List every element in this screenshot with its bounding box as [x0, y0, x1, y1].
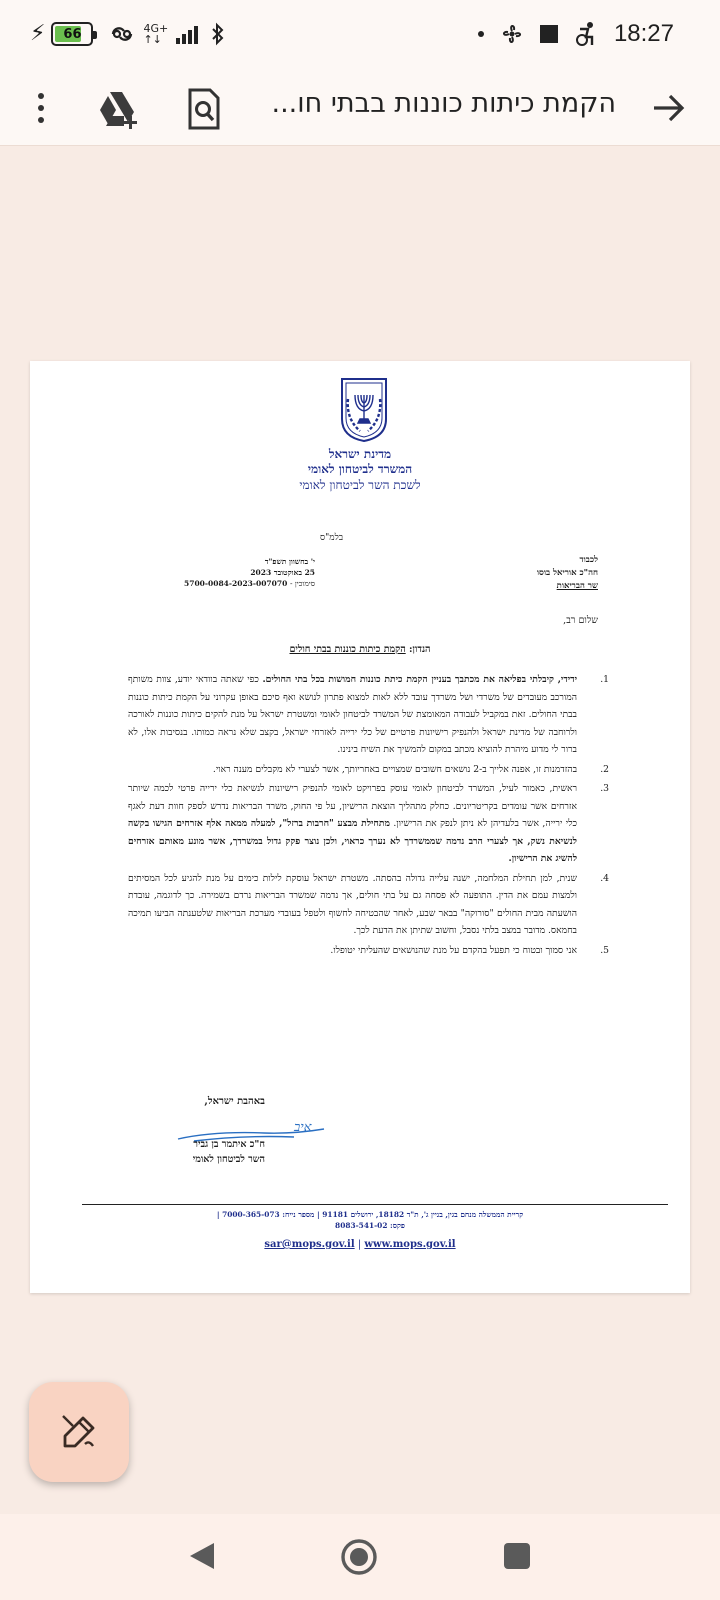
accessibility-icon [574, 21, 598, 47]
charging-bolt-icon: ⚡ [30, 21, 46, 46]
paragraph-text: בהזדמנות זו, אפנה אלייך ב-2 נושאים חשובים שמצויים באחריותך, אשר לצערי לא מקבלים מענה ראוי. [212, 763, 577, 775]
fan-icon [500, 22, 524, 46]
paragraph-text: שנית, למן תחילת המלחמה, ישנה עלייה גדולה בהסתה. משטרת ישראל עוסקת לילות כימים על מנת להגיע לכל המסיתים ולמצות עמם את הדין. התופעה לא פסחה גם על בתי חולים, אך נדמה שמשרד הבריאות נרדם בשמירה. כך לדוגמה, עובדת הושעתה מבית החולים "סורוקה" בבאר שבע, לאחר שהבטיחה לחשוף ולטפל בעובדי מערכת הבריאות שלטענתה הביעו תמיכה בחמאס. מדובר במצב בלתי נסבל, וחשוב שתיתן את הדעת לכך. [128, 872, 577, 936]
paragraph-number: 3. [600, 783, 609, 794]
hebrew-date: י' בחשוון תשפ"ד [264, 557, 315, 566]
paragraph-bold: מתחילת מבצע "חרבות ברזל", למעלה ממאה אלף אזרחים הגישו בקשה לנשיאת נשק, אך לצערי הרב נדמה שממשרדך לא נערך כראוי, ולכן נוצר פקק גדול במשרדך, אשר מונע מאותם אזרחים להשיג את הרישיון. [128, 818, 577, 864]
recipient-name: חה"כ אוריאל בוסו [536, 568, 598, 578]
footer-links [30, 1239, 690, 1250]
reference-line [135, 578, 315, 589]
dot-icon [478, 31, 484, 37]
add-to-drive-icon[interactable] [96, 90, 140, 130]
network-type: 4G+ ↑↓ [143, 22, 169, 46]
stop-icon [540, 25, 558, 43]
recipient-block [537, 554, 598, 593]
battery-level: 66 [63, 26, 82, 42]
bluetooth-icon [210, 22, 226, 46]
find-in-file-icon[interactable] [186, 88, 222, 130]
paragraph-text: אני סמוך ובטוח כי תפעל בהקדם על מנת שהנושאים שהעליתי יטופלו. [330, 944, 577, 956]
signer-title: השר לביטחון לאומי [192, 1154, 265, 1165]
reference-label: סימוכין - [289, 579, 315, 588]
status-bar [0, 0, 720, 74]
letter-body [128, 671, 609, 961]
footer-line1: קריית הממשלה מנחם בגין, בניין ג', ת"ד 18182, ירושלים 91181 | מספר נייח: 7000-365-073 | [216, 1210, 524, 1219]
links-separator: | [357, 1239, 362, 1250]
closing-line: באהבת ישראל, [204, 1096, 265, 1107]
nav-back-icon[interactable] [188, 1541, 216, 1571]
state-emblem-icon [336, 375, 392, 443]
footer-divider [82, 1204, 668, 1205]
status-right [478, 20, 674, 48]
subject-text: הקמת כיתות כוננות בבתי חולים [289, 644, 406, 655]
paragraph [128, 671, 609, 759]
signature-initials: איב [294, 1120, 312, 1135]
document-page [30, 361, 690, 1293]
reference-number: 5700-0084-2023-007070 [184, 579, 288, 588]
website-link[interactable]: www.mops.gov.il [364, 1239, 456, 1250]
document-title: הקמת כיתות כוננות בבתי חו... [271, 88, 616, 119]
clock: 18:27 [613, 20, 674, 47]
recipient-line: לכבוד [579, 555, 598, 565]
gregorian-date: 25 באוקטובר 2023 [250, 568, 315, 577]
paragraph [128, 870, 609, 940]
paragraph-text: ראשית, כאמור לעיל, המשרד לביטחון לאומי עוסק בפרויקט לאומי להנפיק רישיונות לנשיאת כלי ירייה פרטי לכמה שיותר אזרחים אשר עומדים בקריטריונים. כחלק מתהליך הוצאת הרישיון, על פי החוק, משרד הבריאות נדרש לספק חוות דעת לאגף כלי ירייה, אשר בלעדיהן לא ניתן לנפק את הרישיון. [128, 783, 577, 829]
paragraph-number: 1. [600, 674, 609, 685]
paragraph [128, 761, 609, 779]
back-arrow-icon[interactable] [648, 88, 688, 128]
navigation-bar [0, 1514, 720, 1600]
recipient-title: שר הבריאות [556, 581, 598, 591]
paragraph-number: 5. [600, 944, 609, 956]
paragraph-number: 4. [600, 872, 609, 884]
header-ministry: המשרד לביטחון לאומי [307, 462, 413, 476]
email-link[interactable]: sar@mops.gov.il [264, 1239, 355, 1250]
status-left [30, 22, 226, 46]
more-options-icon[interactable] [26, 88, 56, 128]
sync-icon [109, 23, 135, 45]
signal-icon [176, 24, 198, 44]
signer-name: ח"כ איתמר בן גביר [193, 1139, 265, 1150]
pen-edit-icon [59, 1412, 99, 1452]
footer-line2: פקס: 8083-541-02 [335, 1221, 405, 1230]
nav-home-icon[interactable] [340, 1538, 378, 1576]
footer-address [90, 1209, 650, 1231]
top-app-bar [0, 74, 720, 146]
paragraph-number: 2. [600, 763, 609, 775]
subject-label: הנדון: [409, 644, 431, 655]
annotate-fab-button[interactable] [29, 1382, 129, 1482]
battery-icon [51, 22, 93, 46]
signer-block [193, 1137, 265, 1167]
subject-line [30, 644, 690, 655]
paragraph-text: כפי שאתה בוודאי יודע, צוות משותף המורכב מעובדים של משרדי ושל משרדך עובד ללא לאות למצוא פתרון לנושא ואף סיכם באופן עקרוני על הקמת כיתות כוננות בבתי החולים. זאת במקביל לעבודה המאומצת של המשרד לביטחון לאומי ומשטרת ישראל על מנת להקים כיתות כוננות לאורכה ולרוחבה של מדינת ישראל ולהנפיק רישיונות פרטיים של כלי ירייה לאזרחי ישראל, בקצב שלא נראה כמותו. בנסיבות אלו, לא ברור לי מדוע מיהרת להוציא מכתב במקום להמשיך את השיח בינינו. [128, 674, 577, 755]
paragraph [128, 942, 609, 960]
header-office: לשכת השר לביטחון לאומי [299, 478, 421, 492]
nav-recents-icon[interactable] [504, 1543, 530, 1569]
classification: בלמ"ס [320, 533, 344, 543]
greeting: שלום רב, [563, 615, 598, 626]
paragraph-bold: ידידי, קיבלתי בפליאה את מכתבך בעניין הקמת כיתת כוננות חמושות בכל בתי החולים. [262, 674, 577, 685]
date-block [135, 556, 315, 589]
paragraph [128, 780, 609, 868]
header-state: מדינת ישראל [328, 447, 392, 461]
